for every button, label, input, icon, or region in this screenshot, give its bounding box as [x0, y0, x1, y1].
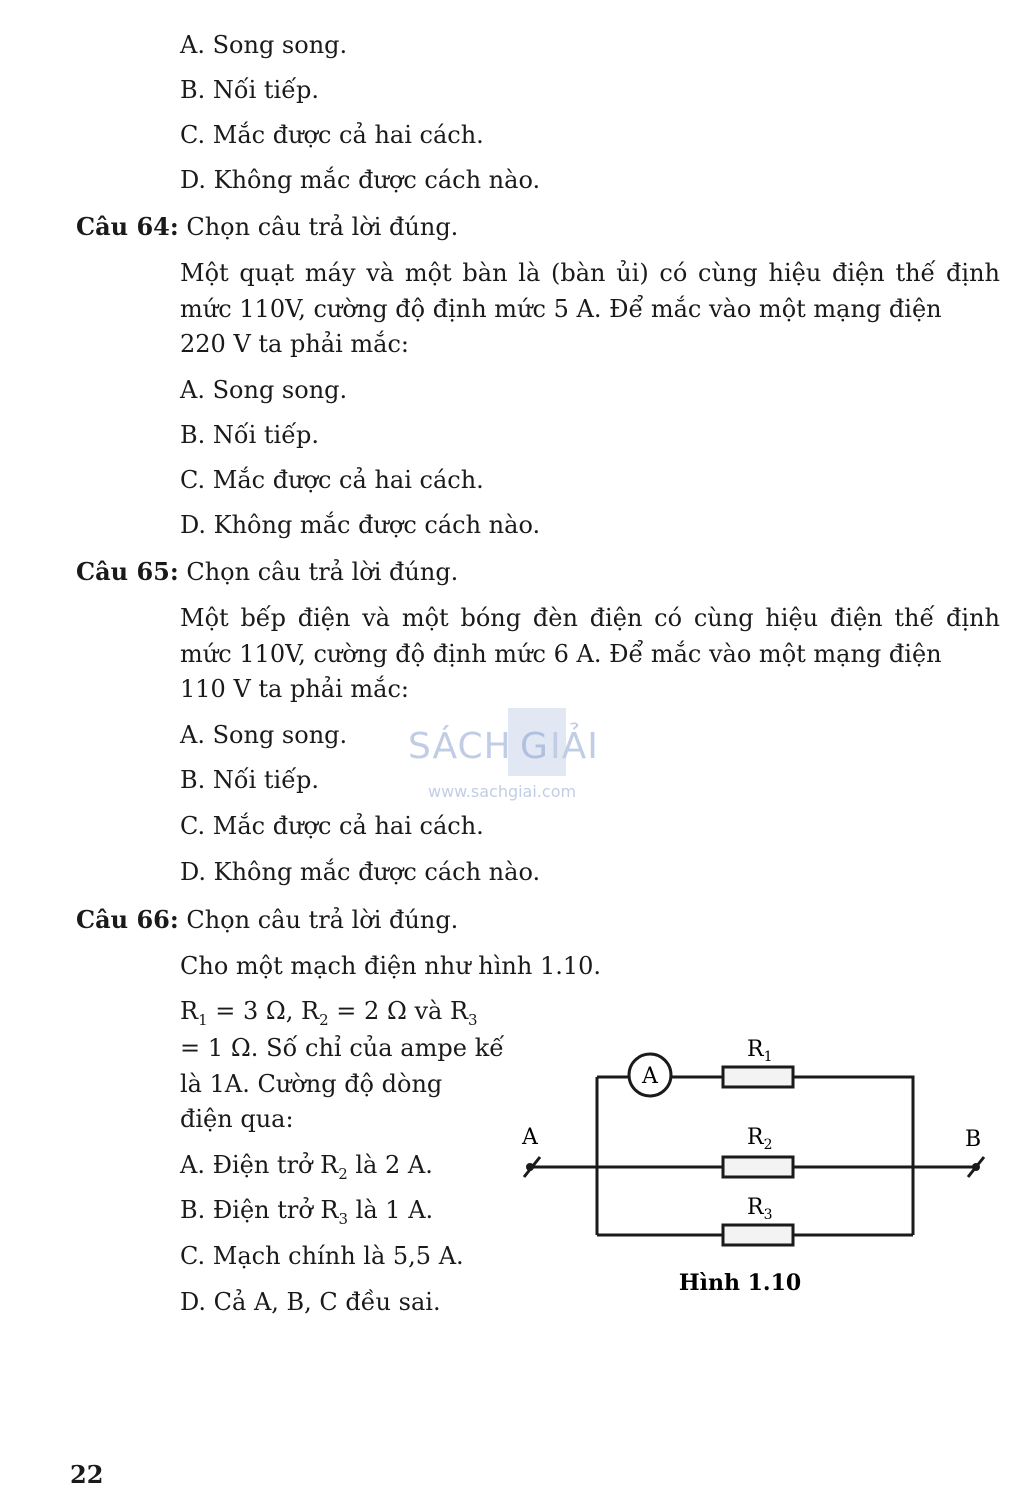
node-a-label: A — [522, 1125, 538, 1150]
question-66-heading — [76, 905, 458, 935]
option-a: A. Song song. — [180, 31, 348, 59]
question-label: Câu 65: — [76, 557, 179, 586]
question-64-stem-end: 220 V ta phải mắc: — [180, 330, 410, 358]
question-64-heading — [76, 212, 458, 242]
option-c: C. Mắc được cả hai cách. — [180, 812, 484, 840]
watermark-brand-right: IẢI — [550, 726, 599, 767]
question-66-stem-end: điện qua: — [180, 1105, 294, 1133]
watermark-url: www.sachgiai.com — [428, 782, 577, 801]
option-a — [180, 1150, 433, 1183]
stem-line: mức 110V, cường độ định mức 6 A. Để mắc vào một mạng điện — [180, 640, 942, 668]
question-instruction: Chọn câu trả lời đúng. — [186, 558, 459, 586]
option-d: D. Không mắc được cách nào. — [180, 858, 541, 886]
wire-r1-to-right — [793, 1077, 913, 1235]
node-b-label: B — [965, 1127, 982, 1152]
question-64-stem — [180, 255, 1000, 327]
figure-caption: Hình 1.10 — [678, 1270, 802, 1296]
option-c: C. Mắc được cả hai cách. — [180, 121, 484, 149]
option-d: D. Cả A, B, C đều sai. — [180, 1288, 441, 1316]
question-label: Câu 64: — [76, 212, 179, 241]
resistor-r1 — [723, 1067, 793, 1087]
option-text: A. Điện trở R — [180, 1151, 339, 1179]
watermark-brand-g: G — [520, 726, 549, 767]
resistor-value: = 3 Ω, — [207, 997, 302, 1025]
option-text: là 2 A. — [347, 1151, 433, 1179]
resistor-subscript: 2 — [319, 1010, 329, 1029]
stem-line: = 1 Ω. Số chỉ của ampe — [180, 1034, 467, 1062]
question-65-stem — [180, 600, 1000, 672]
option-a: A. Song song. — [180, 721, 348, 749]
question-66-intro: Cho một mạch điện như hình 1.10. — [180, 952, 602, 980]
option-d: D. Không mắc được cách nào. — [180, 166, 541, 194]
question-66-values — [180, 996, 478, 1029]
question-instruction: Chọn câu trả lời đúng. — [186, 213, 459, 241]
option-b: B. Nối tiếp. — [180, 421, 319, 449]
option-text: là 1 A. — [348, 1196, 434, 1224]
option-b: B. Nối tiếp. — [180, 766, 319, 794]
terminal-b — [972, 1163, 980, 1171]
question-65-stem-end: 110 V ta phải mắc: — [180, 675, 410, 703]
question-label: Câu 66: — [76, 905, 179, 934]
stem-line: Một quạt máy và một bàn là (bàn ủi) có cùng hiệu điện thế định — [180, 259, 1000, 287]
resistor-symbol: R — [180, 997, 199, 1025]
resistor-symbol: R — [449, 997, 469, 1025]
resistor-r2-label: $R_2$ — [747, 1125, 773, 1153]
question-instruction: Chọn câu trả lời đúng. — [186, 906, 459, 934]
page-number: 22 — [70, 1460, 104, 1489]
question-65-heading — [76, 557, 458, 587]
stem-line: Một bếp điện và một bóng đèn điện có cùng hiệu điện thế định — [180, 604, 1000, 632]
question-66-stem — [180, 1030, 504, 1102]
resistor-r1-label: $R_1$ — [747, 1037, 773, 1065]
resistor-subscript: 1 — [198, 1010, 208, 1029]
option-b: B. Nối tiếp. — [180, 76, 319, 104]
option-d: D. Không mắc được cách nào. — [180, 511, 541, 539]
resistor-subscript: 3 — [338, 1209, 349, 1228]
resistor-r3 — [723, 1225, 793, 1245]
resistor-r3-label: $R_3$ — [747, 1195, 773, 1223]
option-c: C. Mắc được cả hai cách. — [180, 466, 484, 494]
watermark-logo — [408, 706, 618, 806]
terminal-a — [526, 1163, 534, 1171]
ammeter-label: A — [642, 1064, 658, 1089]
option-text: B. Điện trở R — [180, 1196, 339, 1224]
resistor-r2 — [723, 1157, 793, 1177]
resistor-symbol: R — [301, 997, 320, 1025]
stem-line: kế là 1A. Cường độ dòng — [180, 1034, 504, 1098]
resistor-subscript: 3 — [468, 1010, 478, 1029]
resistor-value: = 2 Ω và — [328, 997, 450, 1025]
circuit-diagram — [510, 1020, 1000, 1310]
option-c: C. Mạch chính là 5,5 A. — [180, 1242, 464, 1270]
resistor-subscript: 2 — [338, 1164, 348, 1183]
option-b — [180, 1195, 434, 1228]
stem-line: mức 110V, cường độ định mức 5 A. Để mắc vào một mạng điện — [180, 295, 942, 323]
option-a: A. Song song. — [180, 376, 348, 404]
watermark-brand-left: SÁCH — [408, 726, 512, 767]
